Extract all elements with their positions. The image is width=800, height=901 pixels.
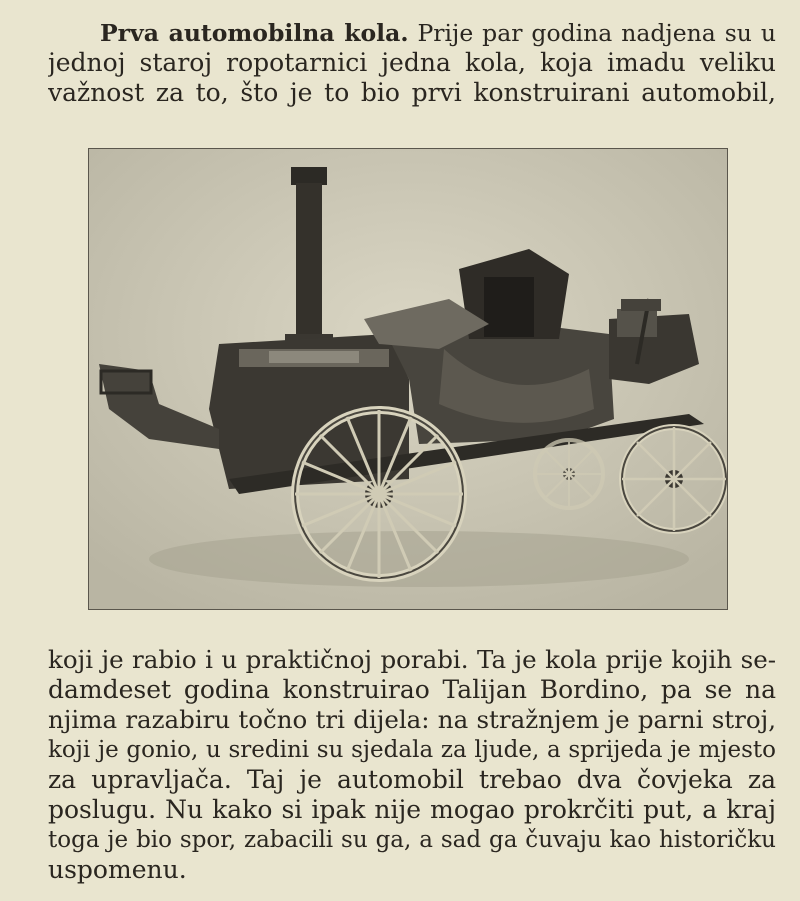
article-first-line (100, 18, 776, 48)
article-text-line: uspomenu. (48, 855, 187, 884)
article-text-line: Prije par godina nadjena su u (417, 19, 776, 47)
article-text-line: toga je bio spor, zabacili su ga, a sad ga čuvaju kao historičku (48, 827, 776, 853)
article-text-line: jednoj staroj ropotarnici jedna kola, koja imadu veliku (48, 48, 776, 77)
article-text-line: važnost za to, što je to bio prvi konstruirani automobil, (48, 78, 776, 107)
article-text-line: za upravljača. Taj je automobil trebao dva čovjeka za (48, 765, 776, 794)
article-text-line: koji je rabio i u praktičnoj porabi. Ta je kola prije kojih se- (48, 645, 776, 674)
article-text-line: koji je gonio, u sredini su sjedala za ljude, a sprijeda je mjesto (48, 737, 776, 763)
article-text-line: damdeset godina konstruirao Talijan Bordino, pa se na (48, 675, 776, 704)
article-heading: Prva automobilna kola. (100, 19, 409, 47)
steam-carriage-photo (88, 148, 728, 610)
far-wheel (535, 440, 603, 508)
rear-wheel (295, 410, 463, 578)
front-wheel (622, 427, 726, 531)
article-text-line: poslugu. Nu kako si ipak nije mogao prokrčiti put, a kraj (48, 795, 776, 824)
article-text-line: njima razabiru točno tri dijela: na stražnjem je parni stroj, (48, 705, 776, 734)
steam-carriage-illustration (89, 149, 728, 610)
